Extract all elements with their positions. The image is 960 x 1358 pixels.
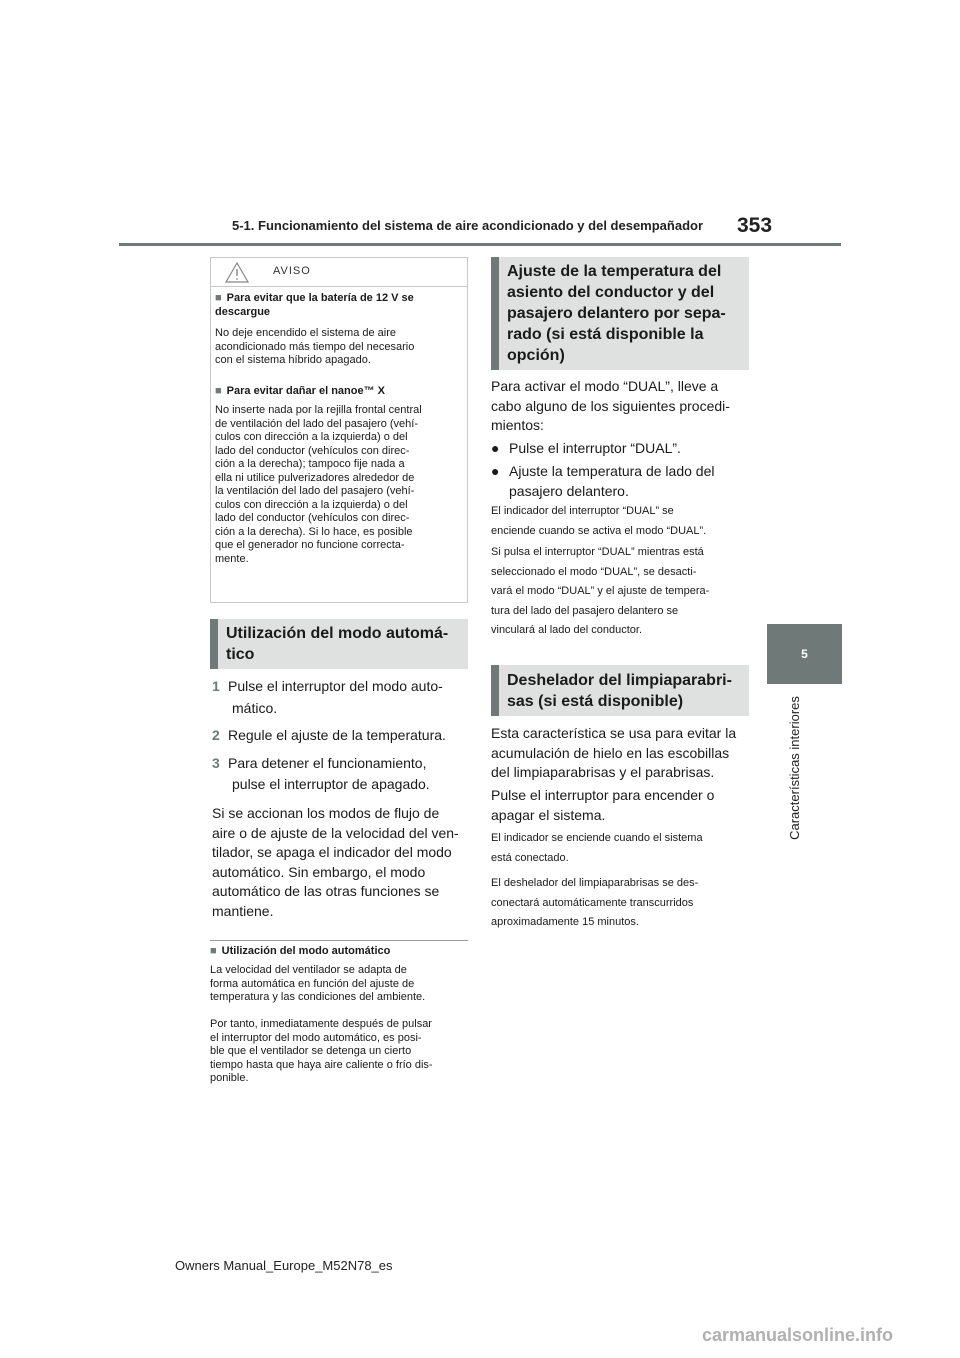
note-paragraph-2: Por tanto, inmediatamente después de pulsar el interruptor del modo automático, es posi- ble que el ventilador se detenga un cierto tiempo hasta que haya aire caliente o frío dis- ponible.: [210, 1018, 433, 1084]
seat-bullet-2: ● Ajuste la temperatura de lado del pasajero delantero.: [491, 463, 715, 499]
auto-mode-heading: Utilización del modo automá- tico: [210, 619, 468, 669]
header-rule: [119, 243, 841, 246]
footer-document-id: Owners Manual_Europe_M52N78_es: [175, 1258, 393, 1273]
seat-temp-heading: Ajuste de la temperatura del asiento del conductor y del pasajero delantero por sepa- rado (si está disponible la opción): [491, 257, 749, 370]
step-1: 1 Pulse el interruptor del modo auto-: [212, 678, 443, 694]
step-3-cont: pulse el interruptor de apagado.: [232, 776, 430, 792]
auto-paragraph: Si se accionan los modos de flujo de aire o de ajuste de la velocidad del ven- tilador, se apaga el indicador del modo automático. Sin embargo, el modo automático de las otras funciones se mantiene.: [212, 805, 459, 919]
seat-intro: Para activar el modo “DUAL”, lleve a cabo alguno de los siguientes procedi- mientos:: [491, 378, 730, 433]
warning-triangle-icon: [225, 262, 249, 288]
step-2: 2 Regule el ajuste de la temperatura.: [212, 727, 446, 743]
chapter-label: Características interiores: [787, 696, 802, 840]
warning-box: [210, 257, 468, 603]
wiper-small-2: El deshelador del limpiaparabrisas se des- conectará automáticamente transcurridos aproximadamente 15 minutos.: [491, 877, 699, 929]
bullet-icon: ●: [491, 463, 500, 479]
seat-bullet-1: ● Pulse el interruptor “DUAL”.: [491, 439, 681, 459]
step-3: 3 Para detener el funcionamiento,: [212, 754, 427, 771]
warning-item-1-text: No deje encendido el sistema de aire acondicionado más tiempo del necesario con el sistema híbrido apagado.: [215, 327, 415, 366]
warning-item-1-title: ■ Para evitar que la batería de 12 V se descargue: [215, 292, 414, 318]
warning-header: [211, 258, 467, 286]
warning-item-2-title: ■ Para evitar dañar el nanoe™ X: [215, 385, 386, 397]
note-divider: [210, 940, 468, 941]
auto-steps: [212, 677, 472, 795]
chapter-tab: [767, 624, 842, 684]
section-header-title: 5-1. Funcionamiento del sistema de aire acondicionado y del desempañador: [232, 218, 704, 233]
seat-small-2: Si pulsa el interruptor “DUAL” mientras está seleccionado el modo “DUAL”, se desacti- vará el modo “DUAL” y el ajuste de tempera- tura del lado del pasajero delantero se vinculará al lado del conductor.: [491, 546, 710, 637]
page-number: 353: [737, 214, 773, 237]
warning-divider: [211, 286, 467, 287]
wiper-small-1: El indicador se enciende cuando el sistema está conectado.: [491, 832, 703, 864]
warning-title: AVISO: [273, 265, 311, 277]
step-1-cont: mático.: [232, 699, 278, 716]
chapter-label-container: [783, 690, 807, 850]
watermark: carmanualsonline.info: [702, 1325, 894, 1345]
warning-item-2-text: No inserte nada por la rejilla frontal central de ventilación del lado del pasajero (vehí- culos con dirección a la izquierda) o del lado del conductor (vehículos con direc- ción a la derecha); tampoco fije nada a ella ni utilice pulverizadores alrededor de la ventilación del lado del pasajero (vehí- culos con dirección a la izquierda) o del lado del conductor (vehículos con direc- ción a la derecha). Si lo hace, es posible que el generador no funcione correcta- mente.: [215, 404, 422, 565]
note-title: ■ Utilización del modo automático: [210, 945, 391, 957]
wiper-deicer-heading: Deshelador del limpiaparabri- sas (si está disponible): [491, 665, 749, 716]
bullet-icon: ●: [491, 440, 500, 456]
chapter-number: 5: [801, 647, 808, 661]
wiper-paragraph-2: Pulse el interruptor para encender o apagar el sistema.: [491, 787, 715, 823]
wiper-paragraph-1: Esta característica se usa para evitar la acumulación de hielo en las escobillas del limpiaparabrisas y el parabrisas.: [491, 725, 737, 780]
note-paragraph-1: La velocidad del ventilador se adapta de forma automática en función del ajuste de temperatura y las condiciones del ambiente.: [210, 964, 426, 1003]
seat-small-1: El indicador del interruptor “DUAL” se enciende cuando se activa el modo “DUAL”.: [491, 505, 707, 537]
